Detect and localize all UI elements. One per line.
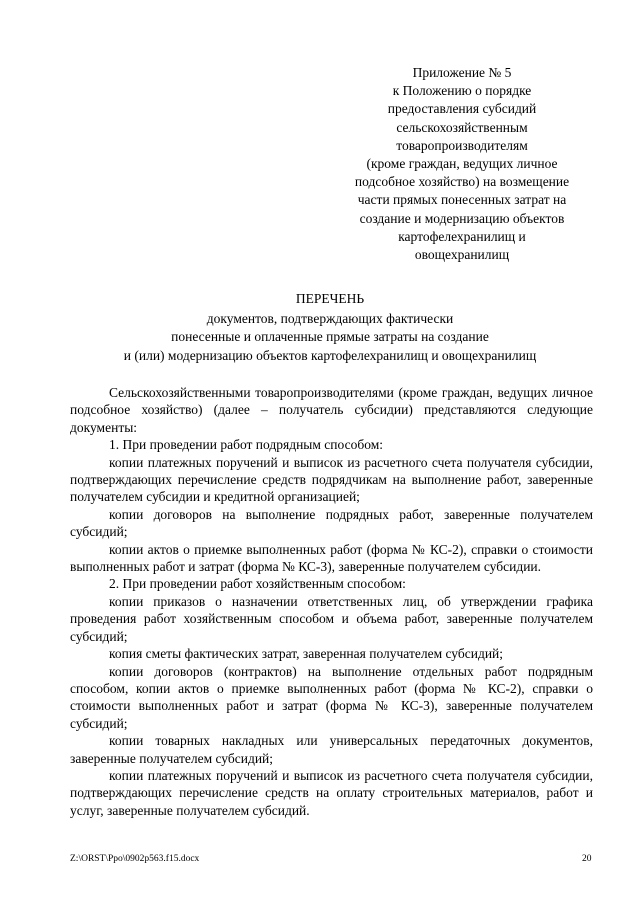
- document-subtitle-line: понесенные и оплаченные прямые затраты на создание: [171, 329, 489, 345]
- appendix-line: овощехранилищ: [414, 247, 510, 263]
- body-paragraph: копии приказов о назначении ответственных лиц, об утверждении графика проведения работ хозяйственным способом и объема работ, заверенные получателем субсидий;: [70, 593, 593, 644]
- appendix-line: Приложение № 5: [412, 65, 512, 80]
- appendix-line: (кроме граждан, ведущих личное: [366, 156, 558, 172]
- document-subtitle-line: документов, подтверждающих фактически: [206, 311, 454, 327]
- body-paragraph: копии товарных накладных или универсальных передаточных документов, заверенные получателем субсидий;: [70, 733, 593, 766]
- document-body: [70, 384, 593, 819]
- document-subtitle-line: и (или) модернизацию объектов картофелехранилищ и овощехранилищ: [123, 347, 537, 363]
- section-heading: 1. При проведении работ подрядным способом:: [109, 437, 383, 453]
- body-paragraph: Сельскохозяйственными товаропроизводителями (кроме граждан, ведущих личное подсобное хозяйство) (далее – получатель субсидии) представляются следующие документы:: [70, 385, 593, 435]
- body-paragraph: копии платежных поручений и выписок из расчетного счета получателя субсидии, подтверждающих перечисление средств подрядчикам на выполнение работ, заверенные получателем субсидии и кредитной организацией;: [70, 454, 593, 505]
- appendix-line: предоставления субсидий: [387, 101, 537, 117]
- appendix-line: подсобное хозяйство) на возмещение: [354, 174, 570, 190]
- body-paragraph: копии договоров (контрактов) на выполнение отдельных работ подрядным способом, копии актов о приемке выполненных работ (форма № КС-2), справки о стоимости выполненных работ и затрат (форма № КС-3), заверенные получателем субсидий;: [70, 663, 593, 731]
- body-paragraph: копии договоров на выполнение подрядных работ, заверенные получателем субсидий;: [70, 506, 593, 540]
- appendix-line: картофелехранилищ и: [398, 228, 526, 244]
- body-paragraph: копия сметы фактических затрат, заверенная получателем субсидий;: [109, 646, 504, 662]
- document-title: ПЕРЕЧЕНЬ: [295, 291, 365, 306]
- document-heading: [40, 290, 620, 365]
- appendix-line: части прямых понесенных затрат на: [357, 192, 567, 208]
- section-heading: 2. При проведении работ хозяйственным способом:: [109, 576, 406, 592]
- appendix-line: создание и модернизацию объектов: [359, 210, 565, 226]
- body-paragraph: копии платежных поручений и выписок из расчетного счета получателя субсидии, подтверждающих перечисление средств на оплату строительных материалов, работ и услуг, заверенные получателем субсидий.: [70, 767, 593, 818]
- appendix-line: товаропроизводителям: [396, 137, 528, 153]
- appendix-line: к Положению о порядке: [392, 83, 532, 99]
- footer-page-number: 20: [582, 854, 592, 864]
- appendix-block: [338, 64, 586, 264]
- appendix-line: сельскохозяйственным: [396, 119, 528, 135]
- body-paragraph: копии актов о приемке выполненных работ (форма № КС-2), справки о стоимости выполненных работ и затрат (форма № КС-3), заверенные получателем субсидии.: [70, 541, 593, 575]
- footer-file-path: Z:\ORST\Ppo\0902p563.f15.docx: [70, 854, 200, 864]
